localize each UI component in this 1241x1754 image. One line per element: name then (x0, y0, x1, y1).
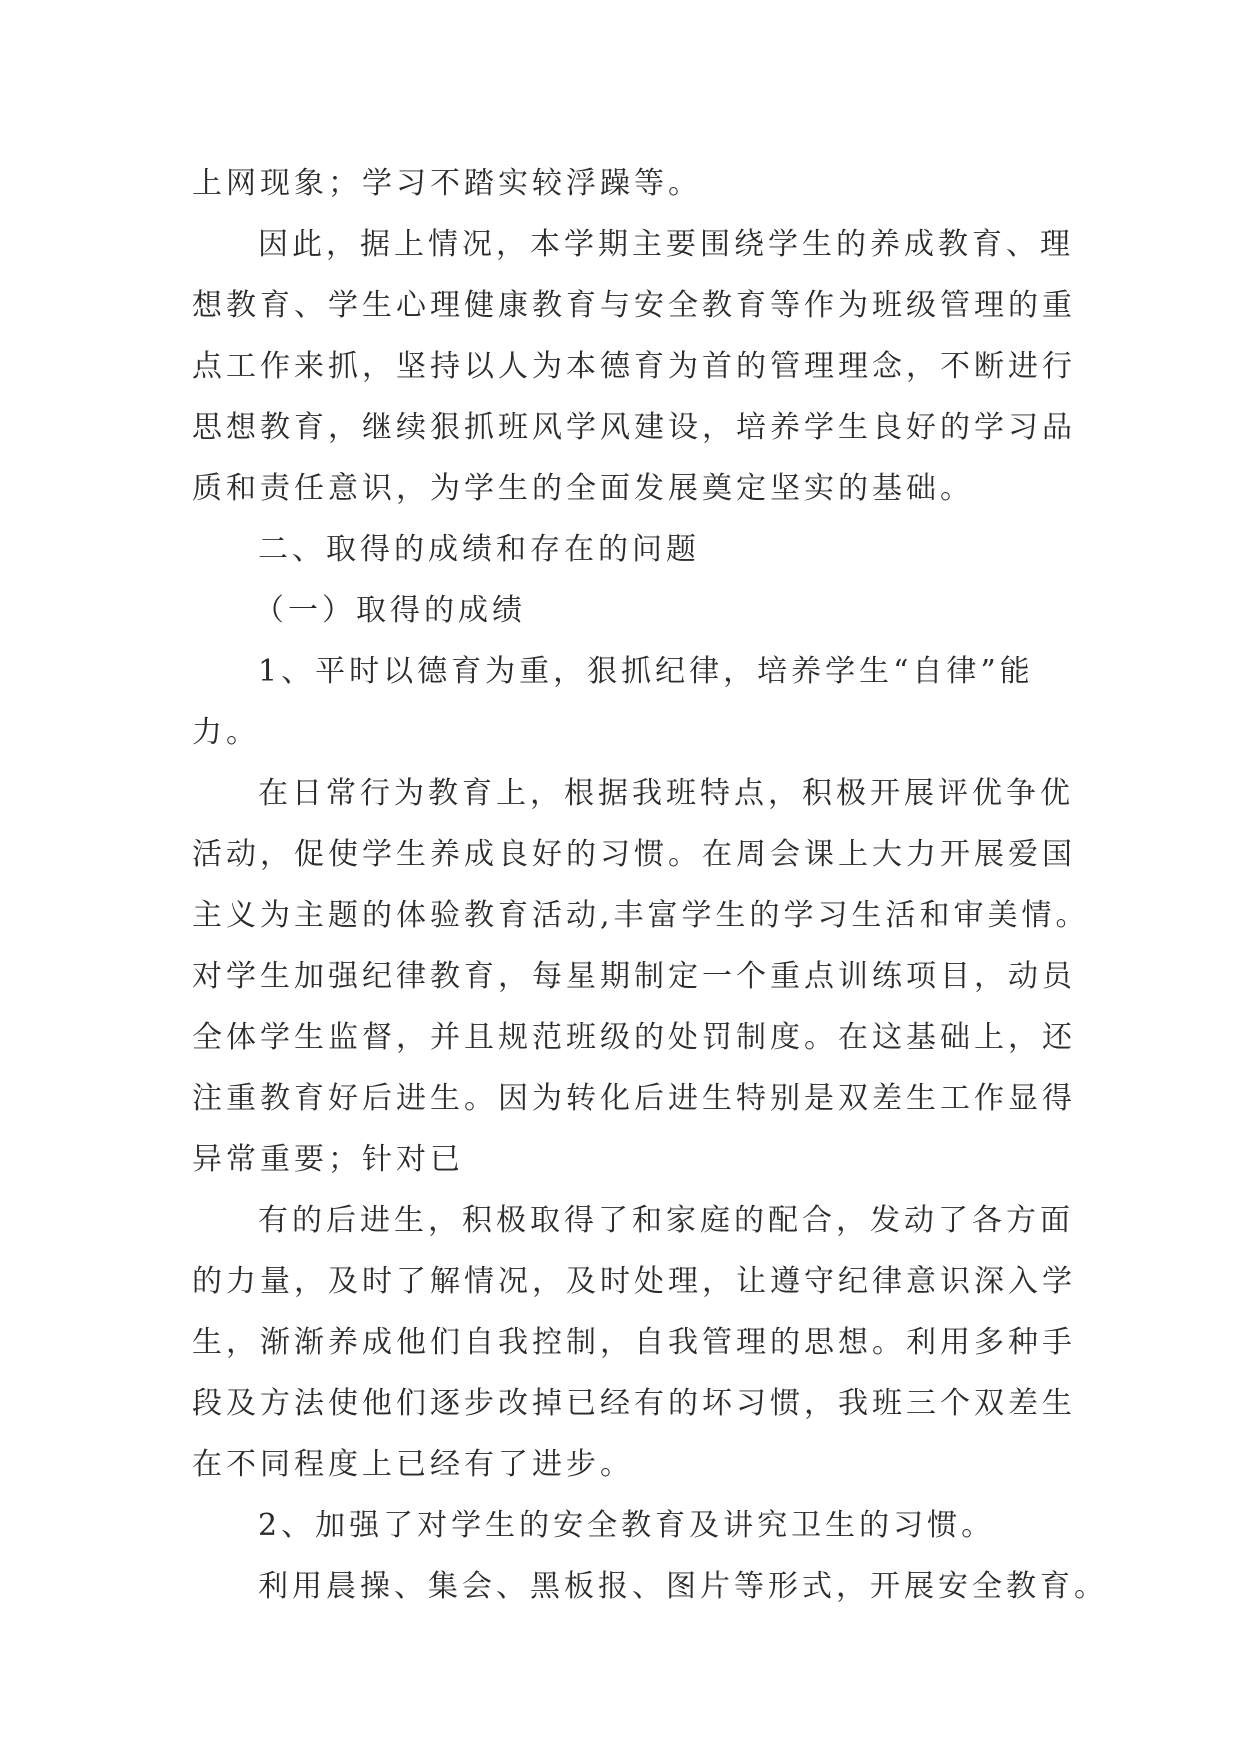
numbered-item-heading: 2、加强了对学生的安全教育及讲究卫生的习惯。 (258, 1508, 996, 1543)
text-line: 上网现象；学习不踏实较浮躁等。 (192, 166, 702, 201)
text-line: 活动，促使学生养成良好的习惯。在周会课上大力开展爱国 (192, 837, 1076, 872)
text-line: 的力量，及时了解情况，及时处理，让遵守纪律意识深入学 (192, 1264, 1076, 1299)
section-heading: 二、取得的成绩和存在的问题 (258, 532, 700, 567)
paragraph-start-line: 有的后进生，积极取得了和家庭的配合，发动了各方面 (258, 1203, 1074, 1238)
text-line: 异常重要；针对已 (192, 1142, 464, 1177)
text-line: 想教育、学生心理健康教育与安全教育等作为班级管理的重 (192, 288, 1076, 323)
paragraph-start-line: 在日常行为教育上，根据我班特点，积极开展评优争优 (258, 776, 1074, 811)
text-line: 质和责任意识，为学生的全面发展奠定坚实的基础。 (192, 471, 974, 506)
text-line: 思想教育，继续狠抓班风学风建设，培养学生良好的学习品 (192, 410, 1076, 445)
text-line: 力。 (192, 715, 260, 750)
paragraph-start-line: 因此，据上情况，本学期主要围绕学生的养成教育、理 (258, 227, 1074, 262)
text-line: 段及方法使他们逐步改掉已经有的坏习惯，我班三个双差生 (192, 1386, 1076, 1421)
text-line: 全体学生监督，并且规范班级的处罚制度。在这基础上，还 (192, 1020, 1076, 1055)
text-line: 主义为主题的体验教育活动,丰富学生的学习生活和审美情。 (192, 898, 1090, 933)
text-line: 生，渐渐养成他们自我控制，自我管理的思想。利用多种手 (192, 1325, 1076, 1360)
subsection-heading: （一）取得的成绩 (254, 593, 526, 628)
text-line: 注重教育好后进生。因为转化后进生特别是双差生工作显得 (192, 1081, 1076, 1116)
document-body (192, 153, 1108, 1617)
text-line: 在不同程度上已经有了进步。 (192, 1447, 634, 1482)
text-line: 对学生加强纪律教育，每星期制定一个重点训练项目，动员 (192, 959, 1076, 994)
text-line: 点工作来抓，坚持以人为本德育为首的管理理念，不断进行 (192, 349, 1076, 384)
paragraph-start-line: 利用晨操、集会、黑板报、图片等形式，开展安全教育。 (258, 1569, 1108, 1604)
numbered-item-heading: 1、平时以德育为重，狠抓纪律，培养学生“自律”能 (258, 654, 1034, 689)
